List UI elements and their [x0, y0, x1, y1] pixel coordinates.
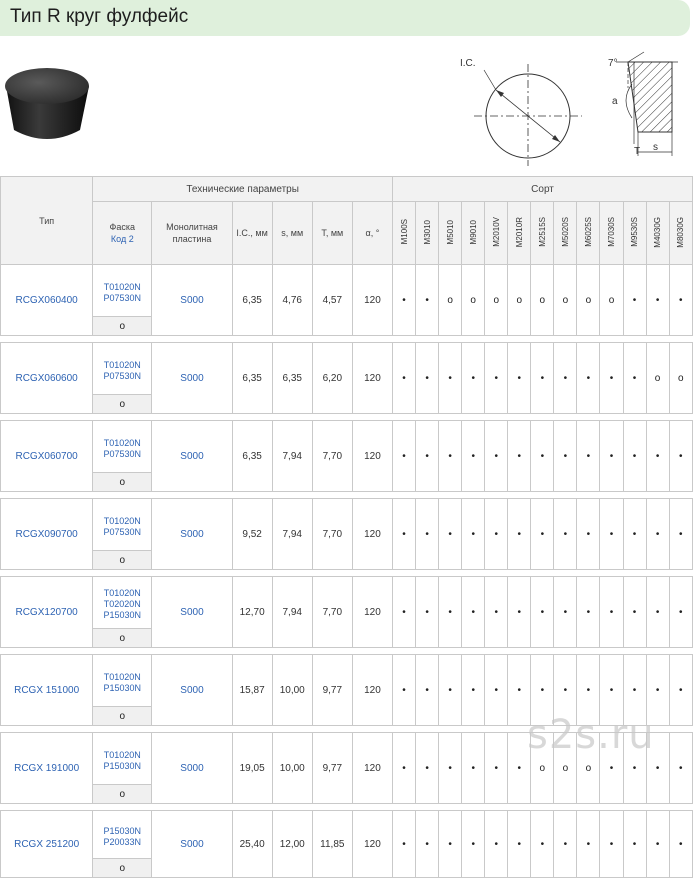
t-cell: 11,85: [312, 811, 352, 878]
chamfer-codes-cell: [93, 343, 152, 395]
col-alpha-header: α, °: [352, 202, 392, 265]
grade-mark-cell: •: [554, 655, 577, 726]
insert-type-cell: RCGX060400: [1, 265, 93, 336]
chamfer-code: P07530N: [103, 448, 142, 459]
grade-mark-cell: •: [531, 655, 554, 726]
grade-mark-cell: •: [669, 655, 692, 726]
grade-mark-cell: •: [393, 577, 416, 648]
grade-mark-cell: o: [508, 265, 531, 336]
grade-label: M2010R: [514, 216, 524, 248]
row-gap: [1, 492, 693, 499]
grade-mark-cell: •: [508, 733, 531, 804]
row-gap: [1, 336, 693, 343]
grade-mark-cell: o: [577, 265, 600, 336]
grade-mark-cell: •: [669, 811, 692, 878]
grade-mark-cell: •: [531, 811, 554, 878]
grade-mark-cell: •: [439, 733, 462, 804]
grade-mark-cell: •: [531, 421, 554, 492]
grade-mark-cell: •: [393, 811, 416, 878]
ic-cell: 6,35: [232, 421, 272, 492]
chamfer-codes: [93, 434, 151, 460]
col-chamfer-header: [93, 202, 152, 265]
grade-mark-cell: •: [669, 499, 692, 570]
grade-mark-cell: •: [554, 343, 577, 414]
grade-mark-cell: •: [577, 811, 600, 878]
alpha-cell: 120: [352, 499, 392, 570]
alpha-cell: 120: [352, 811, 392, 878]
s-cell: 4,76: [272, 265, 312, 336]
grade-mark-cell: •: [462, 655, 485, 726]
grade-mark-cell: o: [439, 265, 462, 336]
grade-label: M2010V: [491, 217, 501, 247]
grade-header-cell: [600, 202, 623, 265]
monolithic-cell: S000: [152, 421, 232, 492]
grade-mark-cell: o: [531, 733, 554, 804]
grade-label: M2515S: [537, 217, 547, 247]
monolithic-cell: S000: [152, 733, 232, 804]
grade-mark-cell: •: [646, 499, 669, 570]
monolithic-cell: S000: [152, 655, 232, 726]
grade-mark-cell: •: [600, 655, 623, 726]
insert-type-cell: RCGX120700: [1, 577, 93, 648]
chamfer-code: P07530N: [103, 370, 142, 381]
alpha-cell: 120: [352, 733, 392, 804]
chamfer-code: T01020N: [103, 281, 141, 292]
insert-type-cell: RCGX 191000: [1, 733, 93, 804]
grade-label: M9010: [468, 219, 478, 245]
grade-mark-cell: •: [577, 499, 600, 570]
grade-mark-cell: •: [600, 421, 623, 492]
grade-mark-cell: •: [623, 811, 646, 878]
chamfer-codes-cell: [93, 655, 152, 707]
grade-label: M3010: [422, 219, 432, 245]
chamfer-codes: [93, 746, 151, 772]
t-cell: 7,70: [312, 499, 352, 570]
table-row: [1, 421, 693, 473]
grade-mark-cell: •: [439, 811, 462, 878]
grade-mark-cell: •: [416, 577, 439, 648]
profile-section-diagram: [598, 48, 688, 168]
grade-mark-cell: •: [554, 577, 577, 648]
s-cell: 6,35: [272, 343, 312, 414]
grade-mark-cell: •: [462, 733, 485, 804]
grade-mark-cell: •: [577, 655, 600, 726]
grade-mark-cell: •: [600, 811, 623, 878]
gap-cell: [1, 336, 693, 343]
row-gap: [1, 648, 693, 655]
grade-mark-cell: •: [462, 499, 485, 570]
t-cell: 9,77: [312, 733, 352, 804]
alpha-cell: 120: [352, 343, 392, 414]
grade-mark-cell: •: [577, 577, 600, 648]
grade-label: M4030G: [653, 216, 663, 248]
t-cell: 9,77: [312, 655, 352, 726]
angle-label: 7°: [608, 58, 618, 69]
grade-header-cell: [416, 202, 439, 265]
section-header: [0, 0, 690, 36]
chamfer-sub-cell: o: [93, 551, 152, 570]
col-ic-header: I.C., мм: [232, 202, 272, 265]
chamfer-sub-cell: o: [93, 629, 152, 648]
row-gap: [1, 570, 693, 577]
grade-mark-cell: •: [393, 655, 416, 726]
grade-mark-cell: •: [623, 499, 646, 570]
chamfer-code: P20033N: [103, 836, 142, 847]
insert-type-cell: RCGX060600: [1, 343, 93, 414]
grade-label: M9530S: [630, 217, 640, 247]
grade-mark-cell: •: [508, 577, 531, 648]
grade-mark-cell: •: [439, 499, 462, 570]
grade-mark-cell: •: [623, 421, 646, 492]
monolithic-cell: S000: [152, 811, 232, 878]
grade-mark-cell: •: [623, 733, 646, 804]
table-row: [1, 811, 693, 859]
grade-mark-cell: •: [669, 421, 692, 492]
grade-label: M5010: [445, 219, 455, 245]
chamfer-code: T01020N: [103, 359, 141, 370]
page-title: Тип R круг фулфейс: [10, 6, 189, 27]
t-cell: 7,70: [312, 421, 352, 492]
grade-mark-cell: •: [623, 265, 646, 336]
chamfer-codes: [93, 356, 151, 382]
grade-mark-cell: •: [416, 655, 439, 726]
grade-mark-cell: •: [623, 577, 646, 648]
gap-cell: [1, 804, 693, 811]
chamfer-code: P15030N: [103, 610, 142, 620]
grade-mark-cell: •: [600, 733, 623, 804]
monolithic-cell: S000: [152, 499, 232, 570]
grade-mark-cell: •: [439, 577, 462, 648]
grade-header-cell: [623, 202, 646, 265]
grade-mark-cell: o: [600, 265, 623, 336]
grade-header-cell: [554, 202, 577, 265]
grade-header-cell: [462, 202, 485, 265]
alpha-label: a: [612, 96, 618, 107]
insert-product-image: [0, 58, 95, 148]
s-cell: 7,94: [272, 577, 312, 648]
ic-cell: 12,70: [232, 577, 272, 648]
grade-mark-cell: •: [646, 655, 669, 726]
gap-cell: [1, 570, 693, 577]
grade-mark-cell: •: [462, 811, 485, 878]
grade-mark-cell: •: [600, 343, 623, 414]
grade-mark-cell: o: [577, 733, 600, 804]
s-cell: 10,00: [272, 655, 312, 726]
grade-mark-cell: •: [393, 343, 416, 414]
grade-header-cell: [439, 202, 462, 265]
grade-mark-cell: •: [646, 811, 669, 878]
s-cell: 12,00: [272, 811, 312, 878]
grade-header: Сорт: [393, 177, 693, 202]
t-cell: 6,20: [312, 343, 352, 414]
chamfer-label: Фаска: [109, 222, 136, 232]
table-row: [1, 499, 693, 551]
s-label: s: [653, 142, 658, 153]
grade-mark-cell: •: [600, 577, 623, 648]
grade-mark-cell: •: [508, 421, 531, 492]
grade-mark-cell: •: [416, 811, 439, 878]
table-body: [1, 265, 693, 878]
grade-mark-cell: •: [416, 733, 439, 804]
monolithic-cell: S000: [152, 577, 232, 648]
grade-mark-cell: •: [393, 499, 416, 570]
grade-mark-cell: o: [531, 265, 554, 336]
grade-mark-cell: •: [531, 499, 554, 570]
ic-cell: 15,87: [232, 655, 272, 726]
s-cell: 7,94: [272, 499, 312, 570]
s-cell: 10,00: [272, 733, 312, 804]
grade-mark-cell: •: [554, 811, 577, 878]
chamfer-codes: [93, 278, 151, 304]
grade-mark-cell: •: [439, 343, 462, 414]
grade-label: M100S: [399, 219, 409, 245]
grade-header-cell: [485, 202, 508, 265]
grade-mark-cell: •: [416, 499, 439, 570]
row-gap: [1, 804, 693, 811]
grade-mark-cell: o: [646, 343, 669, 414]
chamfer-sub-cell: o: [93, 707, 152, 726]
chamfer-code: T01020N: [103, 749, 141, 760]
grade-mark-cell: •: [485, 421, 508, 492]
grade-header-cell: [393, 202, 416, 265]
grade-mark-cell: •: [485, 655, 508, 726]
ic-cell: 25,40: [232, 811, 272, 878]
grade-mark-cell: •: [485, 811, 508, 878]
grade-mark-cell: •: [485, 733, 508, 804]
insert-type-cell: RCGX090700: [1, 499, 93, 570]
chamfer-code: P15030N: [103, 825, 142, 836]
insert-type-cell: RCGX 251200: [1, 811, 93, 878]
grade-mark-cell: •: [416, 265, 439, 336]
grade-mark-cell: •: [554, 421, 577, 492]
chamfer-code: T02020N: [103, 599, 141, 609]
mono-label-1: Монолитная: [166, 222, 218, 232]
chamfer-codes-cell: [93, 265, 152, 317]
grade-mark-cell: •: [508, 655, 531, 726]
grade-mark-cell: •: [669, 733, 692, 804]
table-subheader-row: [1, 202, 693, 265]
insert-type-cell: RCGX060700: [1, 421, 93, 492]
grade-mark-cell: o: [554, 733, 577, 804]
inscribed-circle-diagram: [460, 50, 590, 168]
grade-mark-cell: •: [393, 265, 416, 336]
grade-mark-cell: •: [577, 343, 600, 414]
table-row: [1, 655, 693, 707]
chamfer-code-label: Код 2: [110, 234, 134, 244]
grade-mark-cell: •: [508, 343, 531, 414]
grade-mark-cell: •: [508, 499, 531, 570]
grade-mark-cell: •: [669, 265, 692, 336]
grade-mark-cell: •: [439, 421, 462, 492]
col-type-header: Тип: [1, 177, 93, 265]
grade-mark-cell: •: [623, 655, 646, 726]
grade-mark-cell: •: [485, 343, 508, 414]
chamfer-sub-cell: o: [93, 859, 152, 878]
gap-cell: [1, 648, 693, 655]
chamfer-code: P07530N: [103, 292, 142, 303]
insert-type-cell: RCGX 151000: [1, 655, 93, 726]
chamfer-code: P15030N: [103, 760, 142, 771]
grade-mark-cell: •: [623, 343, 646, 414]
ic-cell: 6,35: [232, 343, 272, 414]
grade-mark-cell: •: [485, 577, 508, 648]
grade-mark-cell: o: [462, 265, 485, 336]
t-label: T: [634, 146, 641, 157]
grade-label: M7030S: [606, 217, 616, 247]
grade-header-cell: [577, 202, 600, 265]
grade-mark-cell: •: [646, 421, 669, 492]
grade-header-cell: [646, 202, 669, 265]
grade-mark-cell: •: [600, 499, 623, 570]
grade-mark-cell: •: [646, 577, 669, 648]
mono-label-2: пластина: [172, 234, 212, 244]
ic-cell: 19,05: [232, 733, 272, 804]
alpha-cell: 120: [352, 655, 392, 726]
grade-label: M5020S: [560, 217, 570, 247]
ic-label: I.C.: [460, 58, 476, 69]
chamfer-sub-cell: o: [93, 395, 152, 414]
chamfer-sub-cell: o: [93, 317, 152, 336]
grade-mark-cell: •: [416, 421, 439, 492]
grade-mark-cell: •: [485, 499, 508, 570]
chamfer-code: T01020N: [103, 588, 141, 598]
grade-header-cell: [508, 202, 531, 265]
chamfer-sub-cell: o: [93, 785, 152, 804]
grade-mark-cell: •: [669, 577, 692, 648]
gap-cell: [1, 492, 693, 499]
t-cell: 4,57: [312, 265, 352, 336]
monolithic-cell: S000: [152, 265, 232, 336]
grade-mark-cell: •: [393, 421, 416, 492]
grade-mark-cell: •: [416, 343, 439, 414]
s-cell: 7,94: [272, 421, 312, 492]
tech-params-header: Технические параметры: [93, 177, 393, 202]
chamfer-code: T01020N: [103, 437, 141, 448]
chamfer-code: P07530N: [103, 526, 142, 537]
grade-mark-cell: •: [462, 343, 485, 414]
grade-mark-cell: •: [462, 421, 485, 492]
grade-header-cell: [669, 202, 692, 265]
grade-mark-cell: o: [554, 265, 577, 336]
chamfer-codes: [93, 668, 151, 694]
grade-mark-cell: •: [554, 499, 577, 570]
chamfer-codes-cell: [93, 499, 152, 551]
grade-mark-cell: •: [508, 811, 531, 878]
grade-mark-cell: •: [646, 733, 669, 804]
chamfer-codes: [93, 584, 151, 621]
ic-cell: 9,52: [232, 499, 272, 570]
grade-header-cell: [531, 202, 554, 265]
grade-mark-cell: •: [577, 421, 600, 492]
row-gap: [1, 414, 693, 421]
chamfer-codes: [93, 822, 151, 848]
grade-mark-cell: •: [646, 265, 669, 336]
col-mono-header: [152, 202, 232, 265]
chamfer-codes-cell: [93, 421, 152, 473]
table-header-row: [1, 177, 693, 202]
grade-mark-cell: •: [462, 577, 485, 648]
col-t-header: T, мм: [312, 202, 352, 265]
t-cell: 7,70: [312, 577, 352, 648]
inserts-table: [0, 176, 693, 878]
table-row: [1, 577, 693, 629]
table-row: [1, 265, 693, 317]
col-s-header: s, мм: [272, 202, 312, 265]
grade-mark-cell: •: [439, 655, 462, 726]
alpha-cell: 120: [352, 265, 392, 336]
table-row: [1, 343, 693, 395]
grade-mark-cell: •: [531, 343, 554, 414]
grade-mark-cell: •: [393, 733, 416, 804]
monolithic-cell: S000: [152, 343, 232, 414]
watermark: s2s.ru: [527, 712, 655, 758]
chamfer-sub-cell: o: [93, 473, 152, 492]
chamfer-codes: [93, 512, 151, 538]
chamfer-codes-cell: [93, 577, 152, 629]
alpha-cell: 120: [352, 421, 392, 492]
chamfer-code: T01020N: [103, 515, 141, 526]
grade-label: M6025S: [583, 217, 593, 247]
chamfer-code: T01020N: [103, 671, 141, 682]
grade-mark-cell: o: [485, 265, 508, 336]
chamfer-code: P15030N: [103, 682, 142, 693]
chamfer-codes-cell: [93, 733, 152, 785]
grade-mark-cell: •: [531, 577, 554, 648]
ic-cell: 6,35: [232, 265, 272, 336]
alpha-cell: 120: [352, 577, 392, 648]
grade-mark-cell: o: [669, 343, 692, 414]
gap-cell: [1, 414, 693, 421]
grade-label: M8030G: [676, 216, 686, 248]
chamfer-codes-cell: [93, 811, 152, 859]
